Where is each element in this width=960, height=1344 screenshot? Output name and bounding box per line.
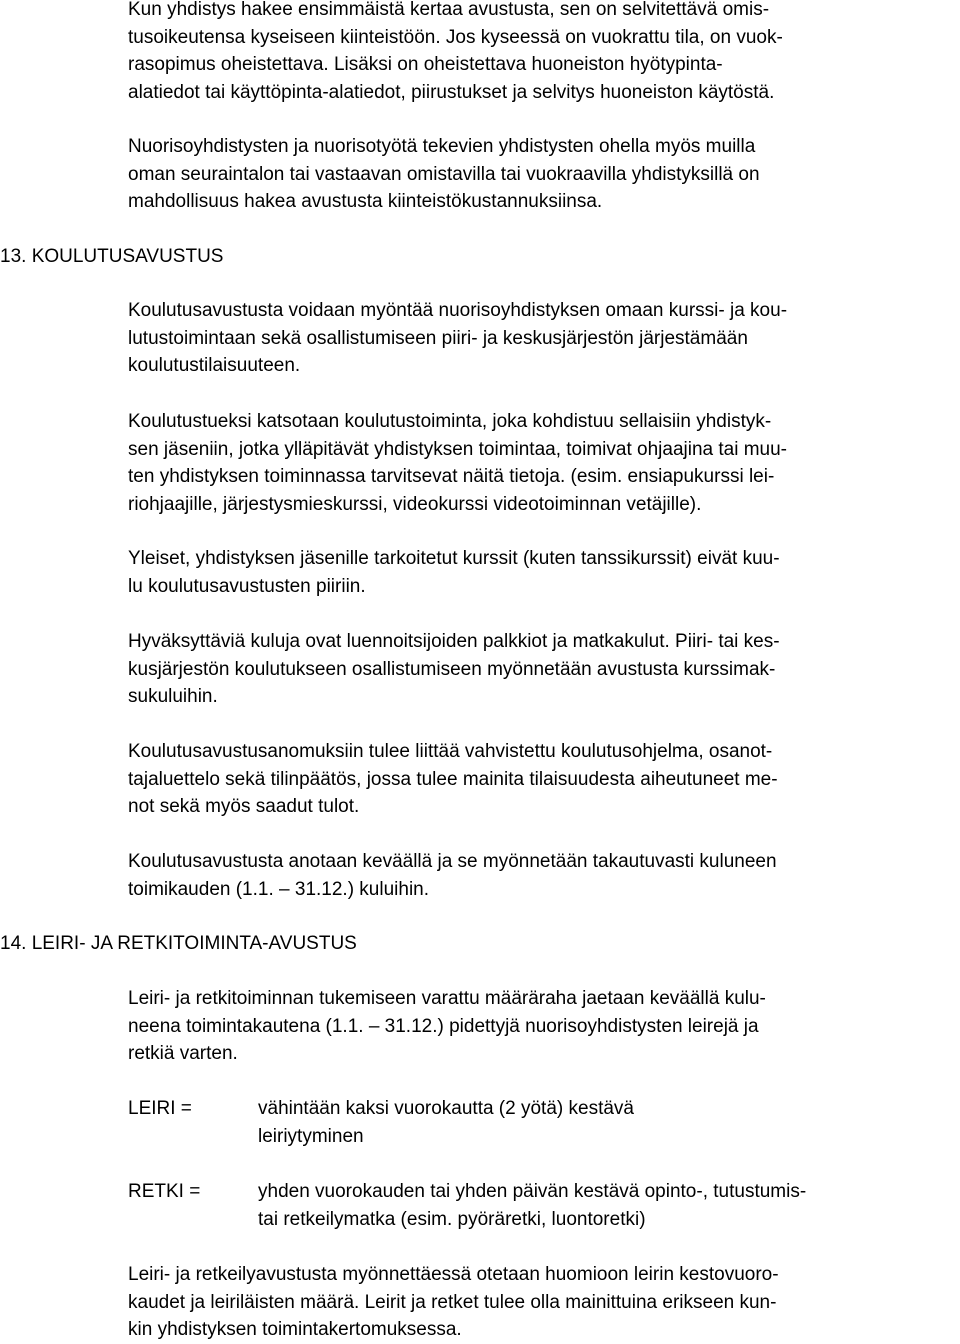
text-line: not sekä myös saadut tulot. bbox=[128, 796, 360, 817]
text-line: Yleiset, yhdistyksen jäsenille tarkoitetut kurssit (kuten tanssikurssit) eivät kuu- bbox=[128, 548, 780, 569]
text-line: riohjaajille, järjestysmieskurssi, videokurssi videotoiminnan vetäjille). bbox=[128, 493, 702, 515]
text-line: lutustoimintaan sekä osallistumiseen piiri- ja keskusjärjestön järjestämään bbox=[128, 327, 748, 349]
definition-desc-retki bbox=[258, 1178, 958, 1233]
text-line: Leiri- ja retkitoiminnan tukemiseen varattu määräraha jaetaan keväällä kulu- bbox=[128, 988, 766, 1009]
text-line: Koulutusavustusanomuksiin tulee liittää vahvistettu koulutusohjelma, osanot- bbox=[128, 741, 773, 762]
text-line: oman seuraintalon tai vastaavan omistavilla tai vuokraavilla yhdistyksillä on bbox=[128, 163, 760, 185]
text-line: leiriytyminen bbox=[258, 1125, 364, 1147]
text-line: retkiä varten. bbox=[128, 1043, 238, 1064]
text-line: kaudet ja leiriläisten määrä. Leirit ja retket tulee olla mainittuina erikseen kun- bbox=[128, 1291, 777, 1313]
intro-paragraph-ownership bbox=[128, 0, 950, 106]
section-14-heading: 14. LEIRI- JA RETKITOIMINTA-AVUSTUS bbox=[0, 933, 357, 954]
text-line: neena toimintakautena (1.1. – 31.12.) pidettyjä nuorisoyhdistysten leirejä ja bbox=[128, 1015, 759, 1037]
section-13-paragraph-3 bbox=[128, 545, 950, 600]
text-line: koulutustilaisuuteen. bbox=[128, 355, 301, 376]
text-line: yhden vuorokauden tai yhden päivän kestävä opinto-, tutustumis- bbox=[258, 1181, 807, 1202]
text-line: mahdollisuus hakea avustusta kiinteistökustannuksiinsa. bbox=[128, 191, 603, 212]
text-line: lu koulutusavustusten piiriin. bbox=[128, 575, 366, 597]
section-14-paragraph-2 bbox=[128, 1261, 950, 1344]
text-line: Leiri- ja retkeilyavustusta myönnettäessä otetaan huomioon leirin kestovuoro- bbox=[128, 1264, 779, 1285]
text-line: vähintään kaksi vuorokautta (2 yötä) kestävä bbox=[258, 1098, 634, 1119]
definition-desc-leiri bbox=[258, 1095, 958, 1150]
text-line: kusjärjestön koulutukseen osallistumiseen myönnetään avustusta kurssimak- bbox=[128, 658, 776, 680]
text-line: tusoikeutensa kyseiseen kiinteistöön. Jos kyseessä on vuokrattu tila, on vuok- bbox=[128, 26, 783, 48]
definition-term-leiri: LEIRI = bbox=[128, 1098, 192, 1119]
section-13-heading: 13. KOULUTUSAVUSTUS bbox=[0, 246, 224, 267]
section-13-paragraph-4 bbox=[128, 628, 950, 711]
section-13-paragraph-1 bbox=[128, 297, 950, 380]
intro-paragraph-other-associations bbox=[128, 133, 950, 216]
text-line: Kun yhdistys hakee ensimmäistä kertaa avustusta, sen on selvitettävä omis- bbox=[128, 0, 770, 20]
section-13-paragraph-2 bbox=[128, 408, 950, 518]
text-line: alatiedot tai käyttöpinta-alatiedot, piirustukset ja selvitys huoneiston käytöstä. bbox=[128, 81, 775, 103]
section-13-paragraph-5 bbox=[128, 738, 950, 821]
section-14-paragraph-1 bbox=[128, 985, 950, 1068]
text-line: toimikauden (1.1. – 31.12.) kuluihin. bbox=[128, 878, 430, 900]
text-line: Koulutusavustusta voidaan myöntää nuorisoyhdistyksen omaan kurssi- ja kou- bbox=[128, 300, 788, 321]
text-line: tai retkeilymatka (esim. pyöräretki, luontoretki) bbox=[258, 1208, 646, 1230]
text-line: kin yhdistyksen toimintakertomuksessa. bbox=[128, 1319, 462, 1340]
text-line: sen jäseniin, jotka ylläpitävät yhdistyksen toimintaa, toimivat ohjaajina tai muu- bbox=[128, 438, 787, 460]
text-line: tajaluettelo sekä tilinpäätös, jossa tulee mainita tilaisuudesta aiheutuneet me- bbox=[128, 768, 778, 790]
text-line: Koulutustueksi katsotaan koulutustoiminta, joka kohdistuu sellaisiin yhdistyk- bbox=[128, 411, 772, 432]
section-13-paragraph-6 bbox=[128, 848, 950, 903]
definition-term-retki: RETKI = bbox=[128, 1181, 201, 1202]
text-line: Koulutusavustusta anotaan keväällä ja se myönnetään takautuvasti kuluneen bbox=[128, 851, 777, 872]
text-line: Nuorisoyhdistysten ja nuorisotyötä tekevien yhdistysten ohella myös muilla bbox=[128, 136, 756, 157]
text-line: ten yhdistyksen toiminnassa tarvitsevat näitä tietoja. (esim. ensiapukurssi lei- bbox=[128, 466, 775, 487]
text-line: Hyväksyttäviä kuluja ovat luennoitsijoiden palkkiot ja matkakulut. Piiri- tai kes- bbox=[128, 631, 780, 652]
text-line: rasopimus oheistettava. Lisäksi on oheistettava huoneiston hyötypinta- bbox=[128, 54, 723, 75]
text-line: sukuluihin. bbox=[128, 686, 218, 707]
